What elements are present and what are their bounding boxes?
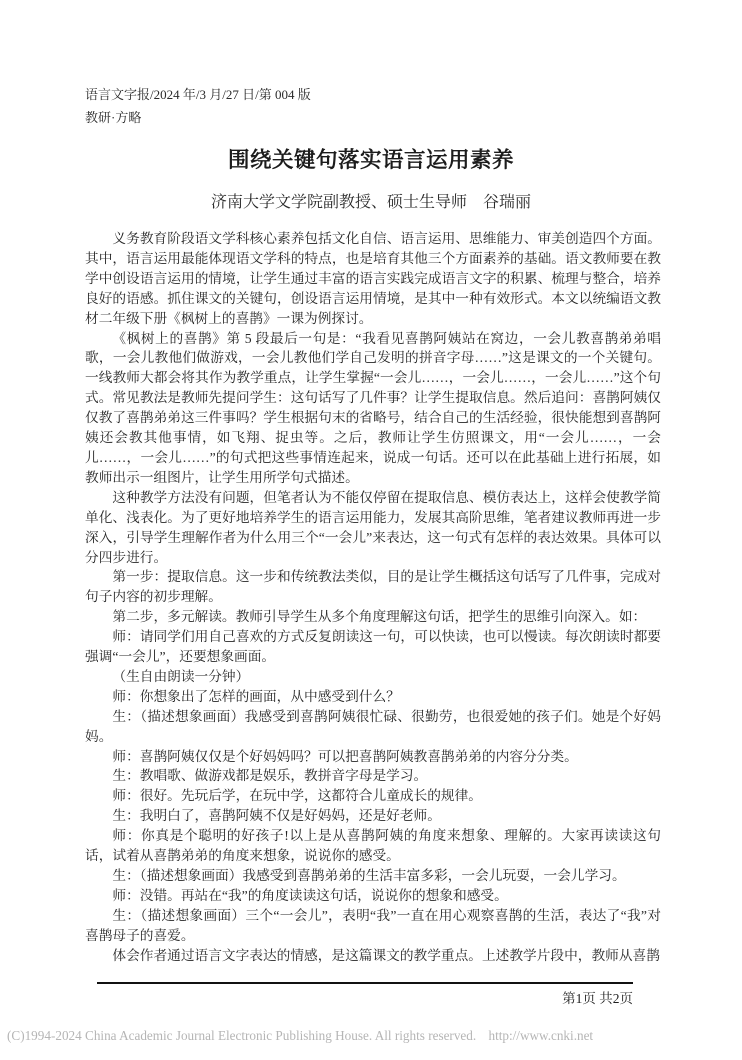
footer-divider bbox=[97, 982, 633, 984]
paragraph-intro: 义务教育阶段语文学科核心素养包括文化自信、语言运用、思维能力、审美创造四个方面。其中，语言运用最能体现语文学科的特点，也是培育其他三个方面素养的基础。语文教师要在教学中创设语言运用的情境，让学生通过丰富的语言实践完成语言文字的积累、梳理与整合，培养良好的语感。抓住课文的关键句，创设语言运用情境，是其中一种有效形式。本文以统编语文教材二年级下册《枫树上的喜鹊》一课为例探讨。 bbox=[85, 231, 661, 326]
dialogue-line: 师：你想象出了怎样的画面，从中感受到什么？ bbox=[112, 688, 400, 704]
dialogue-line: 生：（描述想象画面）我感受到喜鹊弟弟的生活丰富多彩，一会儿玩耍，一会儿学习。 bbox=[112, 868, 626, 883]
dialogue-line: 生：（描述想象画面）我感受到喜鹊阿姨很忙碌、很勤劳，也很爱她的孩子们。她是个好妈妈。 bbox=[85, 708, 661, 744]
dialogue-line: 师：你真是个聪明的好孩子!以上是从喜鹊阿姨的角度来想象、理解的。大家再读读这句话，试着从喜鹊弟弟的角度来想象，说说你的感受。 bbox=[85, 828, 661, 864]
copyright-notice bbox=[7, 1028, 593, 1044]
dialogue-line: 师：没错。再站在“我”的角度读读这句话，说说你的想象和感受。 bbox=[112, 887, 508, 903]
dialogue-line: 师：很好。先玩后学，在玩中学，这都符合儿童成长的规律。 bbox=[112, 788, 482, 804]
article-title: 围绕关键句落实语言运用素养 bbox=[227, 148, 514, 172]
dialogue-line: 师：请同学们用自己喜欢的方式反复朗读这一句，可以快读，也可以慢读。每次朗读时都要强调“一会儿”，还要想象画面。 bbox=[85, 629, 661, 665]
dialogue-line: （生自由朗读一分钟） bbox=[112, 668, 250, 684]
copyright-text: (C)1994-2024 China Academic Journal Electronic Publishing House. All rights reserved. bbox=[7, 1028, 477, 1043]
page-indicator: 第1页 共2页 bbox=[562, 991, 633, 1006]
masthead bbox=[85, 83, 311, 129]
publication-info: 语言文字报/2024 年/3 月/27 日/第 004 版 bbox=[85, 87, 311, 102]
paragraph-analysis: 这种教学方法没有问题，但笔者认为不能仅停留在提取信息、模仿表达上，这样会使教学简单化、浅表化。为了更好地培养学生的语言运用能力，发展其高阶思维，笔者建议教师再进一步深入，引导学生理解作者为什么用三个“一会儿”来表达，这一句式有怎样的表达效果。具体可以分四步进行。 bbox=[85, 489, 661, 565]
copyright-url: http://www.cnki.net bbox=[488, 1028, 594, 1043]
paragraph-closing: 体会作者通过语言文字表达的情感，是这篇课文的教学重点。上述教学片段中，教师从喜鹊 bbox=[112, 947, 660, 963]
dialogue-line: 生：教唱歌、做游戏都是娱乐，教拼音字母是学习。 bbox=[112, 768, 428, 784]
dialogue-line: 生：我明白了，喜鹊阿姨不仅是好妈妈，还是好老师。 bbox=[112, 808, 441, 824]
section-label: 教研·方略 bbox=[85, 110, 142, 125]
article-body bbox=[85, 229, 661, 966]
dialogue-line: 师：喜鹊阿姨仅仅是个好妈妈吗？可以把喜鹊阿姨教喜鹊弟弟的内容分分类。 bbox=[112, 748, 578, 764]
paragraph-key-sentence: 《枫树上的喜鹊》第 5 段最后一句是：“我看见喜鹊阿姨站在窝边，一会儿教喜鹊弟弟唱歌，一会儿教他们做游戏，一会儿教他们学自己发明的拼音字母……”这是课文的一个关键句。一线教师大都会将其作为教学重点，让学生掌握“一会儿……，一会儿……，一会儿……”这个句式。常见教法是教师先提问学生：这句话写了几件事？让学生提取信息。然后追问：喜鹊阿姨仅仅教了喜鹊弟弟这三件事吗？学生根据句末的省略号，结合自己的生活经验，很快能想到喜鹊阿姨还会教其他事情，如飞翔、捉虫等。之后，教师让学生仿照课文，用“一会儿……，一会儿……，一会儿……”的句式把这些事情连起来，说成一句话。还可以在此基础上进行拓展，如教师出示一组图片，让学生用所学句式描述。 bbox=[85, 330, 661, 485]
article-author: 济南大学文学院副教授、硕士生导师 谷瑞丽 bbox=[210, 194, 531, 211]
dialogue-line: 生：（描述想象画面）三个“一会儿”，表明“我”一直在用心观察喜鹊的生活，表达了“我”对喜鹊母子的喜爱。 bbox=[85, 907, 661, 943]
paragraph-step-one: 第一步：提取信息。这一步和传统教法类似，目的是让学生概括这句话写了几件事，完成对句子内容的初步理解。 bbox=[85, 569, 661, 605]
paragraph-step-two: 第二步，多元解读。教师引导学生从多个角度理解这句话，把学生的思维引向深入。如： bbox=[112, 609, 647, 625]
